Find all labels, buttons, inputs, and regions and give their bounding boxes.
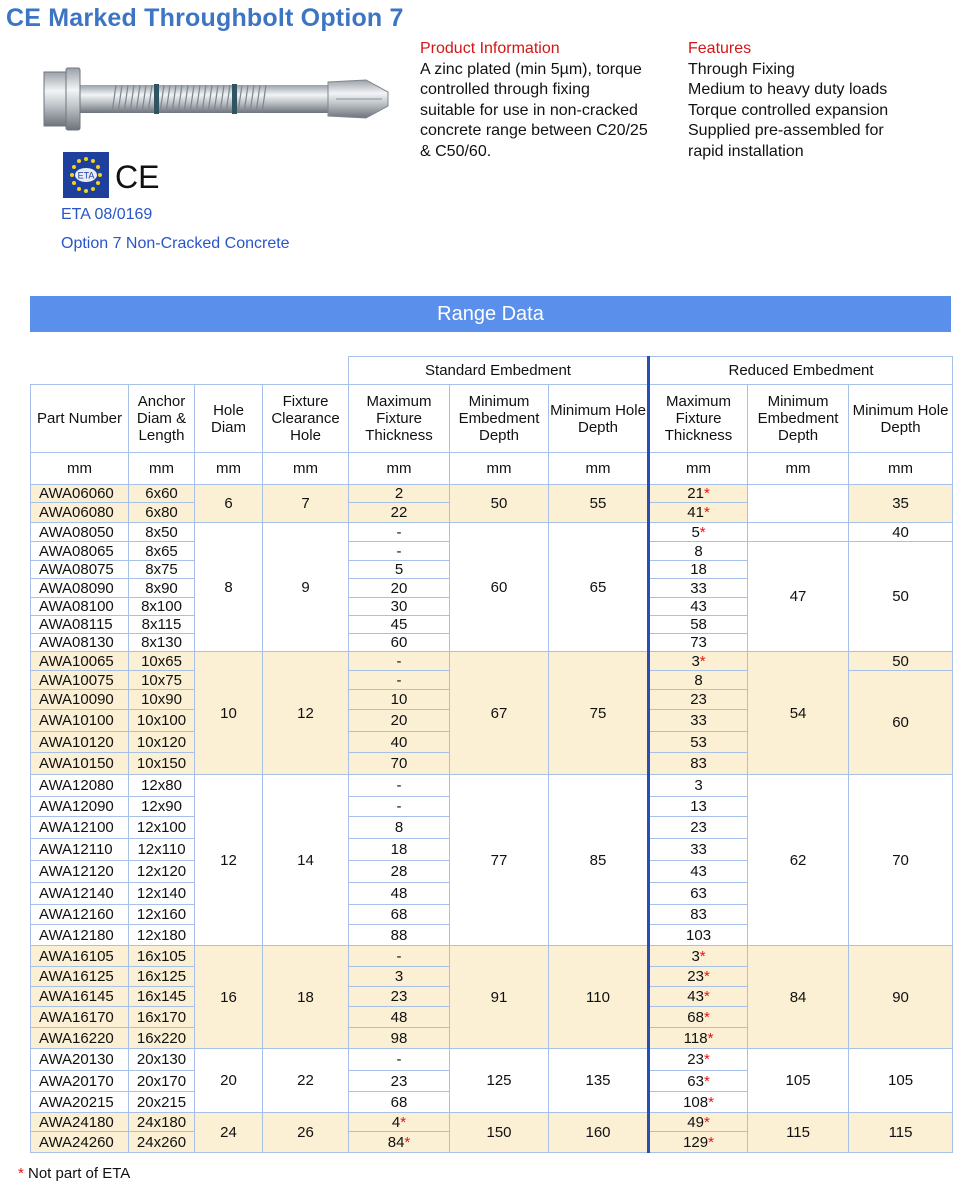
red-max-fixture-cell: 129* bbox=[649, 1132, 748, 1153]
std-embedment-cell: 125 bbox=[450, 1049, 549, 1113]
part-number-cell: AWA12120 bbox=[31, 861, 129, 883]
anchor-size-cell: 10x65 bbox=[129, 652, 195, 671]
anchor-size-cell: 16x145 bbox=[129, 987, 195, 1007]
features-text: Through Fixing Medium to heavy duty loads Torque controlled expansion Supplied pre-assembled for rapid installation bbox=[688, 60, 889, 160]
red-max-fixture-cell: 83 bbox=[649, 753, 748, 775]
not-part-of-eta-asterisk: * bbox=[703, 1051, 710, 1068]
anchor-size-cell: 10x90 bbox=[129, 690, 195, 710]
std-max-fixture-cell: 23 bbox=[349, 987, 450, 1007]
std-max-fixture-cell: 48 bbox=[349, 883, 450, 905]
part-number-cell: AWA12100 bbox=[31, 817, 129, 839]
part-number-cell: AWA08090 bbox=[31, 579, 129, 598]
part-number-cell: AWA10150 bbox=[31, 753, 129, 775]
hole-diam-cell: 8 bbox=[195, 523, 263, 652]
red-max-fixture-cell: 3* bbox=[649, 652, 748, 671]
table-row bbox=[31, 523, 953, 542]
anchor-size-cell: 12x180 bbox=[129, 925, 195, 946]
part-number-cell: AWA06080 bbox=[31, 503, 129, 523]
part-number-cell: AWA24180 bbox=[31, 1113, 129, 1132]
col-std-min-embedment-depth: Minimum Embedment Depth bbox=[450, 385, 549, 453]
red-hole-depth-cell: 40 bbox=[849, 523, 953, 542]
range-data-table bbox=[30, 356, 953, 1153]
red-max-fixture-cell: 23 bbox=[649, 690, 748, 710]
not-part-of-eta-asterisk: * bbox=[699, 652, 706, 670]
part-number-cell: AWA12160 bbox=[31, 905, 129, 925]
part-number-cell: AWA16145 bbox=[31, 987, 129, 1007]
std-max-fixture-cell: 18 bbox=[349, 839, 450, 861]
unit-cell: mm bbox=[549, 453, 649, 485]
red-embedment-cell: 105 bbox=[748, 1049, 849, 1113]
std-max-fixture-cell: 20 bbox=[349, 579, 450, 598]
std-max-fixture-cell: - bbox=[349, 1049, 450, 1071]
std-max-fixture-cell: - bbox=[349, 671, 450, 690]
std-max-fixture-cell: 4* bbox=[349, 1113, 450, 1132]
col-red-min-hole-depth: Minimum Hole Depth bbox=[849, 385, 953, 453]
fixture-clearance-cell: 9 bbox=[263, 523, 349, 652]
std-max-fixture-cell: 10 bbox=[349, 690, 450, 710]
std-max-fixture-cell: 68 bbox=[349, 1092, 450, 1113]
col-red-min-embedment-depth: Minimum Embedment Depth bbox=[748, 385, 849, 453]
std-hole-depth-cell: 85 bbox=[549, 775, 649, 946]
fixture-clearance-cell: 18 bbox=[263, 946, 349, 1049]
std-max-fixture-cell: 22 bbox=[349, 503, 450, 523]
not-part-of-eta-asterisk: * bbox=[703, 1008, 710, 1026]
std-max-fixture-cell: 30 bbox=[349, 598, 450, 616]
std-max-fixture-cell: 28 bbox=[349, 861, 450, 883]
not-part-of-eta-asterisk: * bbox=[703, 485, 710, 502]
part-number-cell: AWA10075 bbox=[31, 671, 129, 690]
part-number-cell: AWA24260 bbox=[31, 1132, 129, 1153]
std-max-fixture-cell: 84* bbox=[349, 1132, 450, 1153]
unit-cell: mm bbox=[649, 453, 748, 485]
red-max-fixture-cell: 23* bbox=[649, 967, 748, 987]
anchor-size-cell: 8x65 bbox=[129, 542, 195, 561]
anchor-size-cell: 12x160 bbox=[129, 905, 195, 925]
ce-mark: CE bbox=[115, 159, 160, 195]
range-data-banner: Range Data bbox=[30, 296, 951, 332]
col-std-max-fixture-thickness: Maximum Fixture Thickness bbox=[349, 385, 450, 453]
unit-cell: mm bbox=[129, 453, 195, 485]
red-max-fixture-cell: 5* bbox=[649, 523, 748, 542]
approval-marks bbox=[63, 150, 163, 200]
not-part-of-eta-asterisk: * bbox=[703, 988, 710, 1005]
std-max-fixture-cell: - bbox=[349, 652, 450, 671]
red-max-fixture-cell: 43 bbox=[649, 861, 748, 883]
red-hole-depth-cell: 60 bbox=[849, 671, 953, 775]
table-row bbox=[31, 485, 953, 503]
red-embedment-cell: 84 bbox=[748, 946, 849, 1049]
red-max-fixture-cell: 49* bbox=[649, 1113, 748, 1132]
table-row bbox=[31, 652, 953, 671]
std-max-fixture-cell: - bbox=[349, 797, 450, 817]
part-number-cell: AWA10120 bbox=[31, 732, 129, 753]
hole-diam-cell: 16 bbox=[195, 946, 263, 1049]
part-number-cell: AWA06060 bbox=[31, 485, 129, 503]
anchor-size-cell: 8x100 bbox=[129, 598, 195, 616]
red-embedment-cell bbox=[748, 523, 849, 542]
anchor-size-cell: 8x115 bbox=[129, 616, 195, 634]
part-number-cell: AWA16170 bbox=[31, 1007, 129, 1028]
eta-logo-text: ETA bbox=[77, 170, 95, 181]
not-part-of-eta-asterisk: * bbox=[699, 523, 706, 541]
std-hole-depth-cell: 65 bbox=[549, 523, 649, 652]
std-max-fixture-cell: 68 bbox=[349, 905, 450, 925]
standard-embedment-header: Standard Embedment bbox=[349, 357, 649, 385]
eta-reference: ETA 08/0169 bbox=[61, 206, 153, 223]
std-hole-depth-cell: 110 bbox=[549, 946, 649, 1049]
red-max-fixture-cell: 21* bbox=[649, 485, 748, 503]
red-embedment-cell: 62 bbox=[748, 775, 849, 946]
red-embedment-cell: 115 bbox=[748, 1113, 849, 1153]
red-max-fixture-cell: 43* bbox=[649, 987, 748, 1007]
std-max-fixture-cell: 2 bbox=[349, 485, 450, 503]
red-max-fixture-cell: 108* bbox=[649, 1092, 748, 1113]
part-number-cell: AWA08050 bbox=[31, 523, 129, 542]
col-std-min-hole-depth: Minimum Hole Depth bbox=[549, 385, 649, 453]
anchor-size-cell: 10x150 bbox=[129, 753, 195, 775]
table-row bbox=[31, 775, 953, 797]
fixture-clearance-cell: 26 bbox=[263, 1113, 349, 1153]
std-max-fixture-cell: 45 bbox=[349, 616, 450, 634]
red-max-fixture-cell: 3* bbox=[649, 946, 748, 967]
std-hole-depth-cell: 55 bbox=[549, 485, 649, 523]
anchor-size-cell: 12x120 bbox=[129, 861, 195, 883]
unit-cell: mm bbox=[450, 453, 549, 485]
anchor-size-cell: 16x105 bbox=[129, 946, 195, 967]
std-max-fixture-cell: - bbox=[349, 542, 450, 561]
red-hole-depth-cell: 35 bbox=[849, 485, 953, 523]
std-max-fixture-cell: - bbox=[349, 775, 450, 797]
red-max-fixture-cell: 23 bbox=[649, 817, 748, 839]
part-number-cell: AWA20215 bbox=[31, 1092, 129, 1113]
std-max-fixture-cell: 5 bbox=[349, 561, 450, 579]
std-embedment-cell: 60 bbox=[450, 523, 549, 652]
red-max-fixture-cell: 118* bbox=[649, 1028, 748, 1049]
anchor-size-cell: 10x120 bbox=[129, 732, 195, 753]
part-number-cell: AWA08075 bbox=[31, 561, 129, 579]
std-max-fixture-cell: 20 bbox=[349, 710, 450, 732]
red-max-fixture-cell: 8 bbox=[649, 671, 748, 690]
not-part-of-eta-asterisk: * bbox=[703, 504, 710, 521]
part-number-cell: AWA08065 bbox=[31, 542, 129, 561]
anchor-size-cell: 12x110 bbox=[129, 839, 195, 861]
red-max-fixture-cell: 43 bbox=[649, 598, 748, 616]
red-max-fixture-cell: 23* bbox=[649, 1049, 748, 1071]
red-max-fixture-cell: 8 bbox=[649, 542, 748, 561]
red-max-fixture-cell: 83 bbox=[649, 905, 748, 925]
anchor-size-cell: 8x50 bbox=[129, 523, 195, 542]
reduced-embedment-header: Reduced Embedment bbox=[649, 357, 953, 385]
not-part-of-eta-asterisk: * bbox=[404, 1133, 411, 1151]
red-max-fixture-cell: 18 bbox=[649, 561, 748, 579]
option-label: Option 7 Non-Cracked Concrete bbox=[61, 235, 290, 252]
hole-diam-cell: 10 bbox=[195, 652, 263, 775]
hole-diam-cell: 24 bbox=[195, 1113, 263, 1153]
red-max-fixture-cell: 41* bbox=[649, 503, 748, 523]
red-hole-depth-cell: 70 bbox=[849, 775, 953, 946]
part-number-cell: AWA20130 bbox=[31, 1049, 129, 1071]
part-number-cell: AWA12140 bbox=[31, 883, 129, 905]
not-part-of-eta-asterisk: * bbox=[708, 1133, 714, 1151]
col-hole-diam: Hole Diam bbox=[195, 385, 263, 453]
features bbox=[688, 39, 958, 163]
part-number-cell: AWA16220 bbox=[31, 1028, 129, 1049]
anchor-size-cell: 24x260 bbox=[129, 1132, 195, 1153]
std-embedment-cell: 67 bbox=[450, 652, 549, 775]
footnote-asterisk: * bbox=[18, 1165, 24, 1182]
unit-cell: mm bbox=[748, 453, 849, 485]
fixture-clearance-cell: 12 bbox=[263, 652, 349, 775]
red-embedment-cell bbox=[748, 485, 849, 523]
col-red-max-fixture-thickness: Maximum Fixture Thickness bbox=[649, 385, 748, 453]
red-hole-depth-cell: 90 bbox=[849, 946, 953, 1049]
anchor-size-cell: 12x80 bbox=[129, 775, 195, 797]
anchor-size-cell: 20x170 bbox=[129, 1071, 195, 1092]
page-title: CE Marked Throughbolt Option 7 bbox=[6, 4, 404, 32]
unit-cell: mm bbox=[31, 453, 129, 485]
product-information-heading: Product Information bbox=[420, 40, 560, 57]
col-fixture-clearance-hole: Fixture Clearance Hole bbox=[263, 385, 349, 453]
col-anchor-diam-length: Anchor Diam & Length bbox=[129, 385, 195, 453]
table-row bbox=[31, 1113, 953, 1132]
anchor-size-cell: 24x180 bbox=[129, 1113, 195, 1132]
red-hole-depth-cell: 115 bbox=[849, 1113, 953, 1153]
red-max-fixture-cell: 3 bbox=[649, 775, 748, 797]
not-part-of-eta-asterisk: * bbox=[708, 1093, 714, 1111]
hole-diam-cell: 6 bbox=[195, 485, 263, 523]
table-row bbox=[31, 1049, 953, 1071]
red-max-fixture-cell: 63* bbox=[649, 1071, 748, 1092]
anchor-size-cell: 6x80 bbox=[129, 503, 195, 523]
std-hole-depth-cell: 160 bbox=[549, 1113, 649, 1153]
unit-cell: mm bbox=[263, 453, 349, 485]
anchor-size-cell: 10x75 bbox=[129, 671, 195, 690]
red-hole-depth-cell: 50 bbox=[849, 652, 953, 671]
anchor-size-cell: 12x100 bbox=[129, 817, 195, 839]
anchor-size-cell: 12x140 bbox=[129, 883, 195, 905]
red-hole-depth-cell: 105 bbox=[849, 1049, 953, 1113]
red-embedment-cell: 54 bbox=[748, 652, 849, 775]
col-part-number: Part Number bbox=[31, 385, 129, 453]
red-max-fixture-cell: 13 bbox=[649, 797, 748, 817]
part-number-cell: AWA12180 bbox=[31, 925, 129, 946]
anchor-size-cell: 8x90 bbox=[129, 579, 195, 598]
product-information bbox=[420, 39, 682, 163]
std-embedment-cell: 150 bbox=[450, 1113, 549, 1153]
part-number-cell: AWA12110 bbox=[31, 839, 129, 861]
fixture-clearance-cell: 7 bbox=[263, 485, 349, 523]
not-part-of-eta-asterisk: * bbox=[703, 1113, 710, 1131]
not-part-of-eta-asterisk: * bbox=[703, 1072, 710, 1090]
anchor-size-cell: 12x90 bbox=[129, 797, 195, 817]
std-max-fixture-cell: - bbox=[349, 946, 450, 967]
footnote bbox=[18, 1165, 130, 1182]
std-max-fixture-cell: 48 bbox=[349, 1007, 450, 1028]
anchor-size-cell: 20x130 bbox=[129, 1049, 195, 1071]
anchor-size-cell: 10x100 bbox=[129, 710, 195, 732]
unit-cell: mm bbox=[849, 453, 953, 485]
hole-diam-cell: 12 bbox=[195, 775, 263, 946]
footnote-text: Not part of ETA bbox=[23, 1165, 131, 1182]
anchor-size-cell: 6x60 bbox=[129, 485, 195, 503]
anchor-size-cell: 16x125 bbox=[129, 967, 195, 987]
anchor-size-cell: 20x215 bbox=[129, 1092, 195, 1113]
red-max-fixture-cell: 73 bbox=[649, 634, 748, 652]
table-row bbox=[31, 946, 953, 967]
std-max-fixture-cell: 88 bbox=[349, 925, 450, 946]
part-number-cell: AWA08115 bbox=[31, 616, 129, 634]
features-heading: Features bbox=[688, 40, 752, 57]
not-part-of-eta-asterisk: * bbox=[707, 1029, 714, 1047]
std-hole-depth-cell: 135 bbox=[549, 1049, 649, 1113]
throughbolt-image bbox=[36, 58, 392, 142]
red-max-fixture-cell: 33 bbox=[649, 839, 748, 861]
std-max-fixture-cell: 60 bbox=[349, 634, 450, 652]
std-max-fixture-cell: 8 bbox=[349, 817, 450, 839]
part-number-cell: AWA10065 bbox=[31, 652, 129, 671]
unit-cell: mm bbox=[349, 453, 450, 485]
std-embedment-cell: 91 bbox=[450, 946, 549, 1049]
not-part-of-eta-asterisk: * bbox=[703, 968, 710, 985]
std-max-fixture-cell: 23 bbox=[349, 1071, 450, 1092]
not-part-of-eta-asterisk: * bbox=[400, 1113, 407, 1131]
red-embedment-cell: 47 bbox=[748, 542, 849, 652]
red-max-fixture-cell: 53 bbox=[649, 732, 748, 753]
fixture-clearance-cell: 14 bbox=[263, 775, 349, 946]
std-hole-depth-cell: 75 bbox=[549, 652, 649, 775]
part-number-cell: AWA12090 bbox=[31, 797, 129, 817]
part-number-cell: AWA08130 bbox=[31, 634, 129, 652]
std-max-fixture-cell: - bbox=[349, 523, 450, 542]
hole-diam-cell: 20 bbox=[195, 1049, 263, 1113]
anchor-size-cell: 8x130 bbox=[129, 634, 195, 652]
fixture-clearance-cell: 22 bbox=[263, 1049, 349, 1113]
part-number-cell: AWA16105 bbox=[31, 946, 129, 967]
red-max-fixture-cell: 33 bbox=[649, 579, 748, 598]
std-max-fixture-cell: 98 bbox=[349, 1028, 450, 1049]
red-max-fixture-cell: 58 bbox=[649, 616, 748, 634]
part-number-cell: AWA08100 bbox=[31, 598, 129, 616]
std-max-fixture-cell: 70 bbox=[349, 753, 450, 775]
part-number-cell: AWA10090 bbox=[31, 690, 129, 710]
part-number-cell: AWA16125 bbox=[31, 967, 129, 987]
part-number-cell: AWA12080 bbox=[31, 775, 129, 797]
red-max-fixture-cell: 68* bbox=[649, 1007, 748, 1028]
product-information-text: A zinc plated (min 5µm), torque controlled through fixing suitable for use in non-cracked concrete range between C20/25 & C50/60. bbox=[420, 60, 648, 160]
part-number-cell: AWA10100 bbox=[31, 710, 129, 732]
std-max-fixture-cell: 40 bbox=[349, 732, 450, 753]
anchor-size-cell: 16x220 bbox=[129, 1028, 195, 1049]
anchor-size-cell: 8x75 bbox=[129, 561, 195, 579]
part-number-cell: AWA20170 bbox=[31, 1071, 129, 1092]
red-max-fixture-cell: 103 bbox=[649, 925, 748, 946]
std-embedment-cell: 50 bbox=[450, 485, 549, 523]
unit-cell: mm bbox=[195, 453, 263, 485]
red-max-fixture-cell: 63 bbox=[649, 883, 748, 905]
red-hole-depth-cell: 50 bbox=[849, 542, 953, 652]
red-max-fixture-cell: 33 bbox=[649, 710, 748, 732]
anchor-size-cell: 16x170 bbox=[129, 1007, 195, 1028]
not-part-of-eta-asterisk: * bbox=[699, 947, 706, 965]
std-max-fixture-cell: 3 bbox=[349, 967, 450, 987]
std-embedment-cell: 77 bbox=[450, 775, 549, 946]
